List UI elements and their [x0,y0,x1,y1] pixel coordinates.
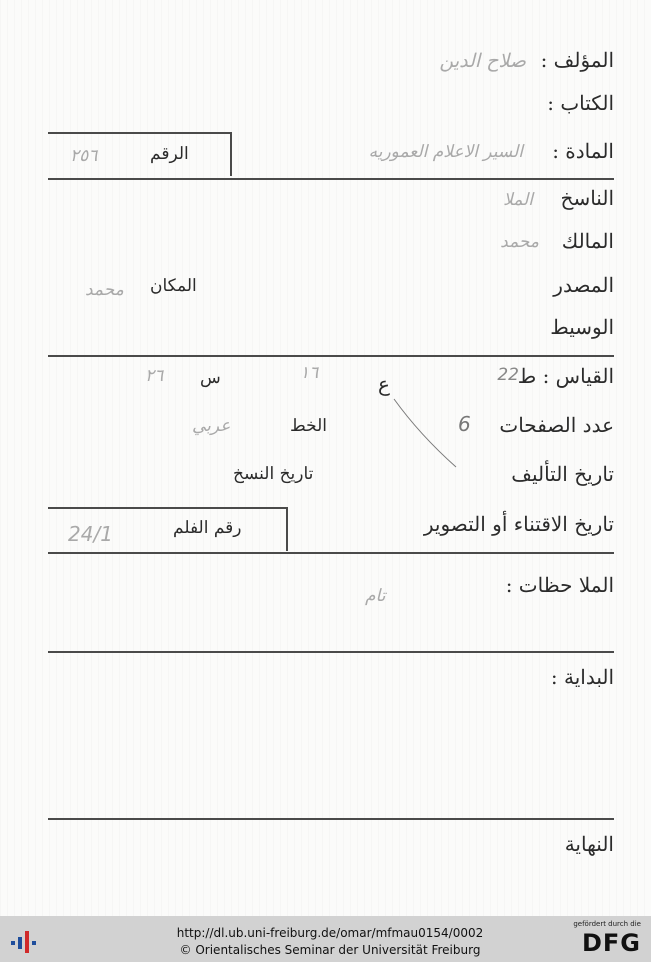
film-number-handwritten: 24/1 [68,522,113,546]
author-handwritten: صلاح الدين [439,50,526,72]
dfg-wordmark: DFG [581,929,641,957]
funding-text: gefördert durch die [573,920,641,928]
measure-width-handwritten: ١٦ [300,363,319,383]
university-library-logo-icon [10,929,42,953]
dfg-logo [571,920,641,958]
notes-handwritten: تام [365,586,386,606]
copy-date-label: تاريخ النسخ [233,464,314,484]
notes-label: الملا حظات : [505,573,614,597]
divider-2 [48,355,614,357]
measure-lines-mark: س [200,368,221,388]
pen-stroke-mark [390,395,470,475]
subject-handwritten: السير الاعلام العموريه [368,142,523,162]
beginning-label: البداية : [550,665,614,689]
source-url-link[interactable]: http://dl.ub.uni-freiburg.de/omar/mfmau0154/0002 [176,926,484,940]
pages-count-handwritten: 6 [458,412,471,436]
divider-4 [48,651,614,653]
place-label: المكان [150,276,197,296]
source-label: المصدر [553,273,614,297]
pages-label: عدد الصفحات [499,413,614,437]
composition-date-label: تاريخ التأليف [511,462,614,486]
measure-lines-handwritten: ٢٦ [145,366,164,386]
copyist-label: الناسخ [560,186,614,210]
divider-1 [48,178,614,180]
place-handwritten: محمد [85,280,124,300]
divider-5 [48,818,614,820]
copyist-handwritten: الملا [503,190,533,210]
divider-3 [48,552,614,554]
owner-label: المالك [561,229,614,253]
film-number-label: رقم الفلم [173,518,242,538]
number-handwritten: ٢٥٦ [70,146,98,166]
script-label: الخط [290,416,328,436]
measure-label: القياس : ط [517,364,614,388]
subject-label: المادة : [552,139,614,163]
author-label: المؤلف : [540,48,614,72]
script-handwritten: عربي [192,416,231,436]
book-label: الكتاب : [547,91,614,115]
measure-height-handwritten: 22 [497,365,519,385]
footer-bar [0,916,651,962]
ending-label: النهاية [564,832,614,856]
copyright-text: © Orientalisches Seminar der Universität Freiburg [179,943,481,957]
number-label: الرقم [150,144,189,164]
measure-width-mark: ع [378,372,390,396]
acquisition-date-label: تاريخ الاقتناء أو التصوير [423,512,614,536]
intermediary-label: الوسيط [550,315,614,339]
owner-handwritten: محمد [500,232,539,252]
